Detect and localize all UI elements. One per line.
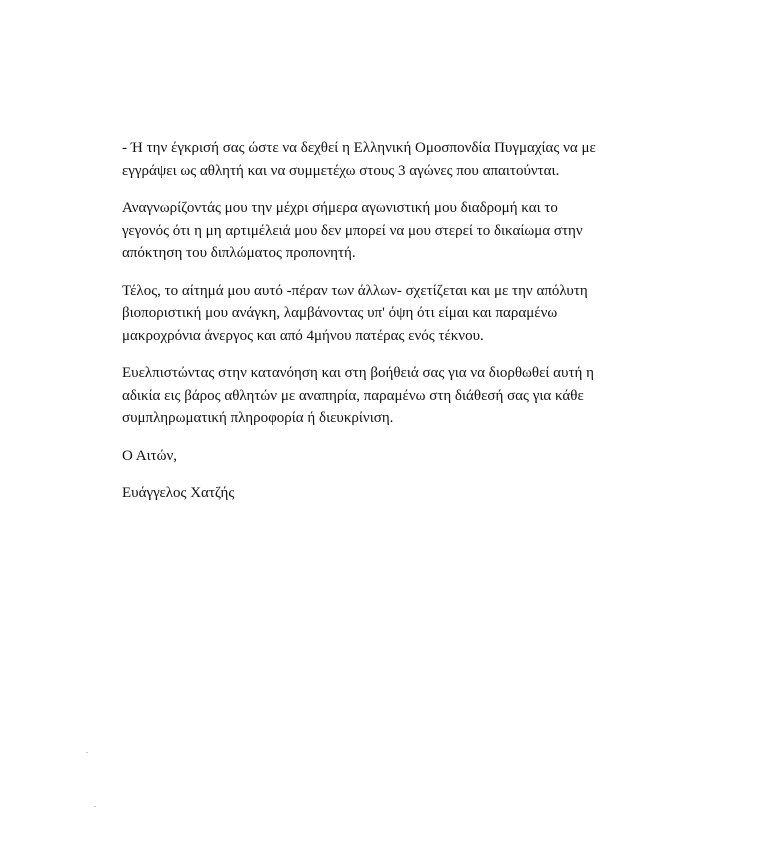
- paragraph-line: Αναγνωρίζοντάς μου την μέχρι σήμερα αγωνιστική μου διαδρομή και το: [122, 200, 558, 216]
- signature-name: Ευάγγελος Χατζής: [122, 485, 235, 501]
- paragraph-recognition: [122, 197, 682, 265]
- paragraph-line: - Ή την έγκρισή σας ώστε να δεχθεί η Ελληνική Ομοσπονδία Πυγμαχίας να με: [122, 140, 596, 156]
- paragraph-hope: [122, 362, 682, 430]
- scan-speck: [86, 752, 88, 753]
- letter-body: [122, 137, 682, 505]
- paragraph-line: μακροχρόνια άνεργος και από 4μήνου πατέρας ενός τέκνου.: [122, 327, 484, 344]
- paragraph-line: βιοποριστική μου ανάγκη, λαμβάνοντας υπ' όψη ότι είμαι και παραμένω: [122, 305, 558, 321]
- paragraph-line: γεγονός ότι η μη αρτιμέλειά μου δεν μπορεί να μου στερεί το δικαίωμα στην: [122, 222, 583, 239]
- paragraph-line: εγγράψει ως αθλητή και να συμμετέχω στους 3 αγώνες που απαιτούνται.: [122, 162, 560, 179]
- paragraph-line: απόκτηση του διπλώματος προπονητή.: [122, 245, 356, 261]
- paragraph-line: αδικία εις βάρος αθλητών με αναπηρία, παραμένω στη διάθεσή σας για κάθε: [122, 387, 584, 404]
- scan-speck: [94, 806, 96, 807]
- paragraph-request: [122, 137, 682, 182]
- paragraph-line: Ευελπιστώντας στην κατανόηση και στη βοήθειά σας για να διορθωθεί αυτή η: [122, 365, 594, 381]
- paragraph-line: Τέλος, το αίτημά μου αυτό -πέραν των άλλων- σχετίζεται και με την απόλυτη: [122, 282, 588, 299]
- paragraph-livelihood: [122, 280, 682, 348]
- paragraph-line: συμπληρωματική πληροφορία ή διευκρίνιση.: [122, 410, 394, 426]
- closing-salutation: Ο Αιτών,: [122, 447, 178, 464]
